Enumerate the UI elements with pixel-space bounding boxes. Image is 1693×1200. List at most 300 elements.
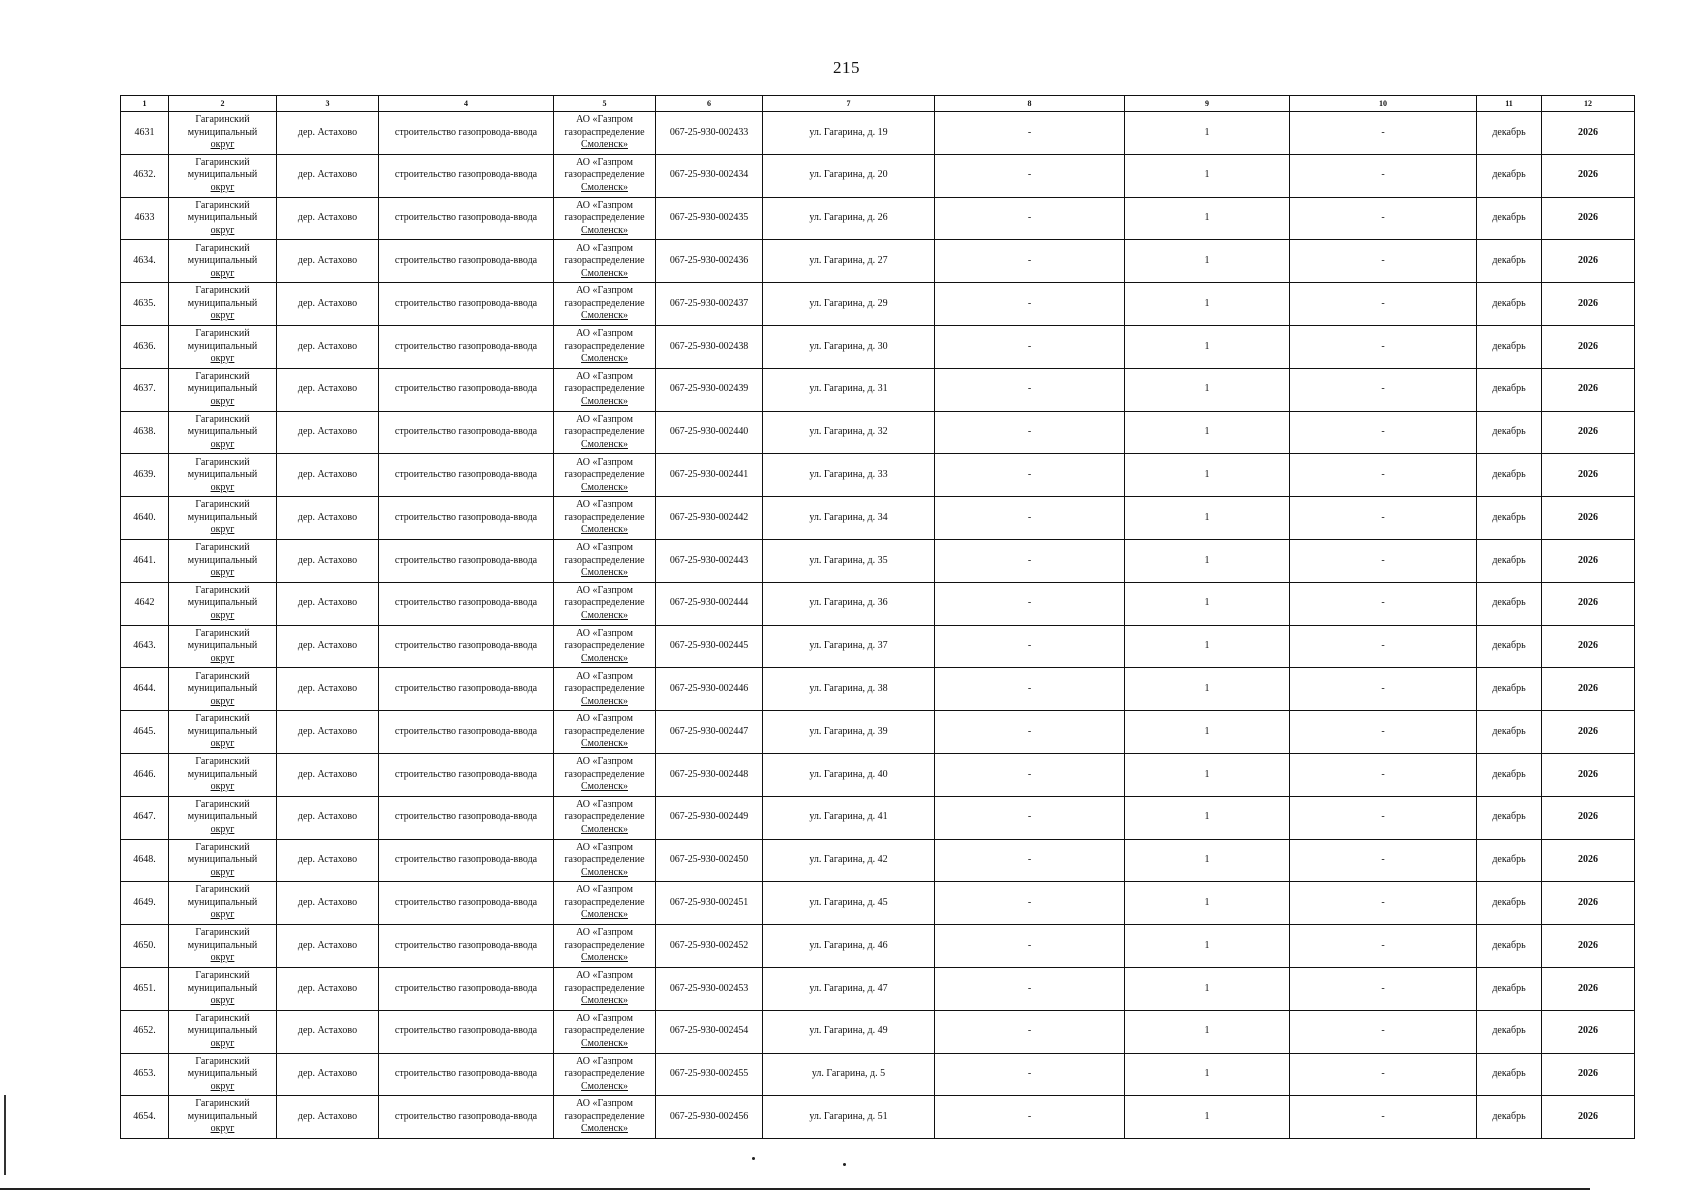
col10-cell: - (1290, 1096, 1477, 1139)
col10-cell: - (1290, 283, 1477, 326)
organization-cell-line: газораспределение (564, 768, 645, 780)
row-number-cell: 4649. (121, 882, 169, 925)
scan-speck (843, 1163, 846, 1166)
settlement-cell: дер. Астахово (277, 283, 379, 326)
row-number-cell: 4651. (121, 967, 169, 1010)
registry-table (120, 95, 1635, 1139)
organization-cell-line: Смоленск» (581, 224, 628, 236)
organization-cell-line: Смоленск» (581, 952, 628, 964)
municipality-cell-line: Гагаринский (195, 1098, 250, 1110)
col9-cell: 1 (1125, 882, 1290, 925)
object-code-cell: 067-25-930-002442 (656, 497, 763, 540)
table-row (121, 283, 1635, 326)
municipality-cell-line: Гагаринский (195, 542, 250, 554)
municipality-cell-line: Гагаринский (195, 927, 250, 939)
organization-cell-line: АО «Газпром (576, 242, 633, 254)
col9-cell: 1 (1125, 1010, 1290, 1053)
column-number-row (121, 96, 1635, 112)
col8-cell: - (935, 240, 1125, 283)
row-number-cell: 4634. (121, 240, 169, 283)
work-type-cell: строительство газопровода-ввода (379, 325, 554, 368)
month-cell: декабрь (1477, 154, 1542, 197)
municipality-cell-line: Гагаринский (195, 884, 250, 896)
column-header: 7 (763, 96, 935, 112)
col10-cell: - (1290, 796, 1477, 839)
month-cell: декабрь (1477, 882, 1542, 925)
municipality-cell (169, 839, 277, 882)
settlement-cell: дер. Астахово (277, 839, 379, 882)
col10-cell: - (1290, 967, 1477, 1010)
address-cell: ул. Гагарина, д. 45 (763, 882, 935, 925)
col8-cell: - (935, 325, 1125, 368)
work-type-cell: строительство газопровода-ввода (379, 539, 554, 582)
work-type-cell: строительство газопровода-ввода (379, 882, 554, 925)
work-type-cell: строительство газопровода-ввода (379, 796, 554, 839)
object-code-cell: 067-25-930-002439 (656, 368, 763, 411)
col8-cell: - (935, 967, 1125, 1010)
municipality-cell (169, 967, 277, 1010)
municipality-cell (169, 411, 277, 454)
address-cell: ул. Гагарина, д. 19 (763, 112, 935, 155)
municipality-cell-line: округ (210, 695, 235, 707)
year-cell: 2026 (1542, 454, 1635, 497)
organization-cell-line: Смоленск» (581, 1123, 628, 1135)
col9-cell: 1 (1125, 497, 1290, 540)
month-cell: декабрь (1477, 796, 1542, 839)
organization-cell-line: газораспределение (564, 126, 645, 138)
municipality-cell (169, 796, 277, 839)
municipality-cell-line: округ (210, 1037, 235, 1049)
col9-cell: 1 (1125, 454, 1290, 497)
month-cell: декабрь (1477, 967, 1542, 1010)
organization-cell-line: газораспределение (564, 640, 645, 652)
municipality-cell-line: Гагаринский (195, 713, 250, 725)
settlement-cell: дер. Астахово (277, 967, 379, 1010)
table-row (121, 497, 1635, 540)
organization-cell (554, 368, 656, 411)
organization-cell (554, 240, 656, 283)
municipality-cell (169, 283, 277, 326)
municipality-cell-line: муниципальный (187, 255, 258, 267)
organization-cell-line: АО «Газпром (576, 499, 633, 511)
object-code-cell: 067-25-930-002454 (656, 1010, 763, 1053)
col8-cell: - (935, 197, 1125, 240)
work-type-cell: строительство газопровода-ввода (379, 753, 554, 796)
organization-cell-line: газораспределение (564, 939, 645, 951)
organization-cell-line: газораспределение (564, 725, 645, 737)
settlement-cell: дер. Астахово (277, 625, 379, 668)
table-row (121, 753, 1635, 796)
col9-cell: 1 (1125, 625, 1290, 668)
organization-cell-line: Смоленск» (581, 567, 628, 579)
municipality-cell-line: Гагаринский (195, 499, 250, 511)
municipality-cell-line: округ (210, 267, 235, 279)
address-cell: ул. Гагарина, д. 33 (763, 454, 935, 497)
year-cell: 2026 (1542, 582, 1635, 625)
work-type-cell: строительство газопровода-ввода (379, 368, 554, 411)
address-cell: ул. Гагарина, д. 37 (763, 625, 935, 668)
col8-cell: - (935, 839, 1125, 882)
organization-cell (554, 967, 656, 1010)
organization-cell (554, 625, 656, 668)
year-cell: 2026 (1542, 283, 1635, 326)
municipality-cell-line: Гагаринский (195, 285, 250, 297)
address-cell: ул. Гагарина, д. 51 (763, 1096, 935, 1139)
organization-cell-line: АО «Газпром (576, 199, 633, 211)
municipality-cell (169, 497, 277, 540)
organization-cell-line: АО «Газпром (576, 1055, 633, 1067)
work-type-cell: строительство газопровода-ввода (379, 411, 554, 454)
work-type-cell: строительство газопровода-ввода (379, 240, 554, 283)
municipality-cell (169, 454, 277, 497)
organization-cell-line: газораспределение (564, 554, 645, 566)
organization-cell-line: АО «Газпром (576, 584, 633, 596)
organization-cell-line: газораспределение (564, 1068, 645, 1080)
organization-cell-line: Смоленск» (581, 310, 628, 322)
row-number-cell: 4631 (121, 112, 169, 155)
col10-cell: - (1290, 154, 1477, 197)
col10-cell: - (1290, 925, 1477, 968)
organization-cell (554, 839, 656, 882)
municipality-cell-line: округ (210, 823, 235, 835)
municipality-cell-line: округ (210, 909, 235, 921)
municipality-cell-line: муниципальный (187, 1110, 258, 1122)
municipality-cell-line: округ (210, 1123, 235, 1135)
organization-cell-line: АО «Газпром (576, 627, 633, 639)
column-header: 8 (935, 96, 1125, 112)
settlement-cell: дер. Астахово (277, 882, 379, 925)
col10-cell: - (1290, 197, 1477, 240)
table-row (121, 454, 1635, 497)
settlement-cell: дер. Астахово (277, 112, 379, 155)
organization-cell (554, 497, 656, 540)
settlement-cell: дер. Астахово (277, 411, 379, 454)
col8-cell: - (935, 711, 1125, 754)
organization-cell-line: газораспределение (564, 297, 645, 309)
address-cell: ул. Гагарина, д. 20 (763, 154, 935, 197)
col9-cell: 1 (1125, 325, 1290, 368)
row-number-cell: 4635. (121, 283, 169, 326)
table-row (121, 154, 1635, 197)
work-type-cell: строительство газопровода-ввода (379, 582, 554, 625)
year-cell: 2026 (1542, 154, 1635, 197)
organization-cell (554, 1010, 656, 1053)
month-cell: декабрь (1477, 454, 1542, 497)
organization-cell-line: Смоленск» (581, 139, 628, 151)
organization-cell-line: АО «Газпром (576, 1098, 633, 1110)
col10-cell: - (1290, 497, 1477, 540)
municipality-cell-line: округ (210, 353, 235, 365)
municipality-cell-line: округ (210, 567, 235, 579)
organization-cell-line: Смоленск» (581, 1080, 628, 1092)
organization-cell-line: Смоленск» (581, 695, 628, 707)
municipality-cell (169, 753, 277, 796)
table-row (121, 1096, 1635, 1139)
col9-cell: 1 (1125, 197, 1290, 240)
column-header: 6 (656, 96, 763, 112)
organization-cell-line: газораспределение (564, 811, 645, 823)
month-cell: декабрь (1477, 283, 1542, 326)
col8-cell: - (935, 112, 1125, 155)
table-row (121, 539, 1635, 582)
municipality-cell-line: Гагаринский (195, 156, 250, 168)
col8-cell: - (935, 368, 1125, 411)
organization-cell (554, 668, 656, 711)
month-cell: декабрь (1477, 368, 1542, 411)
col10-cell: - (1290, 112, 1477, 155)
work-type-cell: строительство газопровода-ввода (379, 1053, 554, 1096)
col8-cell: - (935, 753, 1125, 796)
municipality-cell (169, 625, 277, 668)
col10-cell: - (1290, 625, 1477, 668)
year-cell: 2026 (1542, 882, 1635, 925)
organization-cell-line: газораспределение (564, 426, 645, 438)
col10-cell: - (1290, 839, 1477, 882)
column-header: 10 (1290, 96, 1477, 112)
object-code-cell: 067-25-930-002437 (656, 283, 763, 326)
municipality-cell-line: Гагаринский (195, 242, 250, 254)
column-header: 3 (277, 96, 379, 112)
municipality-cell-line: муниципальный (187, 340, 258, 352)
col9-cell: 1 (1125, 411, 1290, 454)
organization-cell (554, 582, 656, 625)
municipality-cell-line: Гагаринский (195, 370, 250, 382)
row-number-cell: 4652. (121, 1010, 169, 1053)
organization-cell-line: газораспределение (564, 169, 645, 181)
settlement-cell: дер. Астахово (277, 1010, 379, 1053)
col9-cell: 1 (1125, 839, 1290, 882)
address-cell: ул. Гагарина, д. 34 (763, 497, 935, 540)
organization-cell-line: газораспределение (564, 896, 645, 908)
organization-cell-line: Смоленск» (581, 267, 628, 279)
row-number-cell: 4653. (121, 1053, 169, 1096)
settlement-cell: дер. Астахово (277, 197, 379, 240)
object-code-cell: 067-25-930-002440 (656, 411, 763, 454)
municipality-cell-line: округ (210, 866, 235, 878)
table-row (121, 240, 1635, 283)
month-cell: декабрь (1477, 197, 1542, 240)
address-cell: ул. Гагарина, д. 40 (763, 753, 935, 796)
organization-cell-line: газораспределение (564, 1110, 645, 1122)
municipality-cell-line: муниципальный (187, 297, 258, 309)
municipality-cell-line: Гагаринский (195, 1055, 250, 1067)
municipality-cell-line: муниципальный (187, 511, 258, 523)
organization-cell-line: газораспределение (564, 854, 645, 866)
col10-cell: - (1290, 411, 1477, 454)
object-code-cell: 067-25-930-002441 (656, 454, 763, 497)
row-number-cell: 4650. (121, 925, 169, 968)
col9-cell: 1 (1125, 668, 1290, 711)
organization-cell-line: газораспределение (564, 1025, 645, 1037)
settlement-cell: дер. Астахово (277, 1096, 379, 1139)
address-cell: ул. Гагарина, д. 26 (763, 197, 935, 240)
col10-cell: - (1290, 454, 1477, 497)
table-row (121, 967, 1635, 1010)
settlement-cell: дер. Астахово (277, 711, 379, 754)
municipality-cell-line: Гагаринский (195, 798, 250, 810)
organization-cell-line: АО «Газпром (576, 884, 633, 896)
year-cell: 2026 (1542, 411, 1635, 454)
organization-cell-line: АО «Газпром (576, 285, 633, 297)
table-row (121, 325, 1635, 368)
col10-cell: - (1290, 325, 1477, 368)
municipality-cell-line: Гагаринский (195, 627, 250, 639)
settlement-cell: дер. Астахово (277, 753, 379, 796)
object-code-cell: 067-25-930-002436 (656, 240, 763, 283)
object-code-cell: 067-25-930-002433 (656, 112, 763, 155)
municipality-cell (169, 1053, 277, 1096)
row-number-cell: 4644. (121, 668, 169, 711)
organization-cell (554, 711, 656, 754)
municipality-cell-line: округ (210, 952, 235, 964)
month-cell: декабрь (1477, 325, 1542, 368)
month-cell: декабрь (1477, 1010, 1542, 1053)
column-header: 12 (1542, 96, 1635, 112)
municipality-cell-line: Гагаринский (195, 970, 250, 982)
organization-cell (554, 539, 656, 582)
year-cell: 2026 (1542, 967, 1635, 1010)
address-cell: ул. Гагарина, д. 36 (763, 582, 935, 625)
municipality-cell (169, 197, 277, 240)
municipality-cell-line: округ (210, 310, 235, 322)
organization-cell-line: АО «Газпром (576, 927, 633, 939)
address-cell: ул. Гагарина, д. 5 (763, 1053, 935, 1096)
page-number: 215 (833, 58, 860, 77)
organization-cell-line: АО «Газпром (576, 156, 633, 168)
municipality-cell (169, 925, 277, 968)
column-header: 2 (169, 96, 277, 112)
object-code-cell: 067-25-930-002438 (656, 325, 763, 368)
municipality-cell-line: Гагаринский (195, 328, 250, 340)
object-code-cell: 067-25-930-002447 (656, 711, 763, 754)
row-number-cell: 4632. (121, 154, 169, 197)
organization-cell-line: Смоленск» (581, 353, 628, 365)
col8-cell: - (935, 497, 1125, 540)
organization-cell-line: Смоленск» (581, 1037, 628, 1049)
organization-cell (554, 197, 656, 240)
year-cell: 2026 (1542, 625, 1635, 668)
municipality-cell-line: муниципальный (187, 426, 258, 438)
address-cell: ул. Гагарина, д. 41 (763, 796, 935, 839)
year-cell: 2026 (1542, 197, 1635, 240)
organization-cell-line: Смоленск» (581, 481, 628, 493)
municipality-cell-line: муниципальный (187, 126, 258, 138)
address-cell: ул. Гагарина, д. 38 (763, 668, 935, 711)
year-cell: 2026 (1542, 325, 1635, 368)
settlement-cell: дер. Астахово (277, 325, 379, 368)
col8-cell: - (935, 454, 1125, 497)
row-number-cell: 4643. (121, 625, 169, 668)
organization-cell-line: АО «Газпром (576, 542, 633, 554)
row-number-cell: 4633 (121, 197, 169, 240)
municipality-cell-line: округ (210, 1080, 235, 1092)
column-header: 5 (554, 96, 656, 112)
year-cell: 2026 (1542, 497, 1635, 540)
municipality-cell (169, 1096, 277, 1139)
work-type-cell: строительство газопровода-ввода (379, 925, 554, 968)
municipality-cell (169, 882, 277, 925)
object-code-cell: 067-25-930-002450 (656, 839, 763, 882)
object-code-cell: 067-25-930-002451 (656, 882, 763, 925)
row-number-cell: 4645. (121, 711, 169, 754)
year-cell: 2026 (1542, 711, 1635, 754)
organization-cell-line: газораспределение (564, 597, 645, 609)
organization-cell-line: АО «Газпром (576, 713, 633, 725)
municipality-cell-line: муниципальный (187, 939, 258, 951)
organization-cell-line: АО «Газпром (576, 756, 633, 768)
municipality-cell-line: Гагаринский (195, 413, 250, 425)
row-number-cell: 4636. (121, 325, 169, 368)
organization-cell-line: АО «Газпром (576, 413, 633, 425)
municipality-cell-line: муниципальный (187, 469, 258, 481)
column-header: 4 (379, 96, 554, 112)
municipality-cell-line: муниципальный (187, 212, 258, 224)
organization-cell-line: газораспределение (564, 340, 645, 352)
work-type-cell: строительство газопровода-ввода (379, 154, 554, 197)
municipality-cell-line: Гагаринский (195, 199, 250, 211)
organization-cell (554, 925, 656, 968)
organization-cell-line: АО «Газпром (576, 370, 633, 382)
month-cell: декабрь (1477, 411, 1542, 454)
col9-cell: 1 (1125, 711, 1290, 754)
municipality-cell-line: Гагаринский (195, 456, 250, 468)
municipality-cell (169, 240, 277, 283)
municipality-cell (169, 539, 277, 582)
year-cell: 2026 (1542, 668, 1635, 711)
work-type-cell: строительство газопровода-ввода (379, 197, 554, 240)
organization-cell-line: газораспределение (564, 212, 645, 224)
settlement-cell: дер. Астахово (277, 796, 379, 839)
organization-cell-line: газораспределение (564, 383, 645, 395)
settlement-cell: дер. Астахово (277, 582, 379, 625)
address-cell: ул. Гагарина, д. 47 (763, 967, 935, 1010)
organization-cell-line: АО «Газпром (576, 456, 633, 468)
object-code-cell: 067-25-930-002434 (656, 154, 763, 197)
col8-cell: - (935, 539, 1125, 582)
organization-cell-line: АО «Газпром (576, 670, 633, 682)
column-header: 11 (1477, 96, 1542, 112)
month-cell: декабрь (1477, 925, 1542, 968)
municipality-cell-line: округ (210, 738, 235, 750)
organization-cell (554, 1096, 656, 1139)
row-number-cell: 4654. (121, 1096, 169, 1139)
col10-cell: - (1290, 368, 1477, 411)
organization-cell-line: Смоленск» (581, 909, 628, 921)
col9-cell: 1 (1125, 967, 1290, 1010)
municipality-cell-line: округ (210, 652, 235, 664)
address-cell: ул. Гагарина, д. 49 (763, 1010, 935, 1053)
table-row (121, 711, 1635, 754)
work-type-cell: строительство газопровода-ввода (379, 497, 554, 540)
year-cell: 2026 (1542, 796, 1635, 839)
month-cell: декабрь (1477, 753, 1542, 796)
organization-cell-line: газораспределение (564, 255, 645, 267)
organization-cell (554, 882, 656, 925)
object-code-cell: 067-25-930-002455 (656, 1053, 763, 1096)
object-code-cell: 067-25-930-002448 (656, 753, 763, 796)
settlement-cell: дер. Астахово (277, 154, 379, 197)
row-number-cell: 4639. (121, 454, 169, 497)
organization-cell (554, 325, 656, 368)
work-type-cell: строительство газопровода-ввода (379, 967, 554, 1010)
object-code-cell: 067-25-930-002445 (656, 625, 763, 668)
municipality-cell-line: муниципальный (187, 854, 258, 866)
year-cell: 2026 (1542, 753, 1635, 796)
organization-cell (554, 283, 656, 326)
year-cell: 2026 (1542, 539, 1635, 582)
month-cell: декабрь (1477, 839, 1542, 882)
municipality-cell-line: муниципальный (187, 768, 258, 780)
